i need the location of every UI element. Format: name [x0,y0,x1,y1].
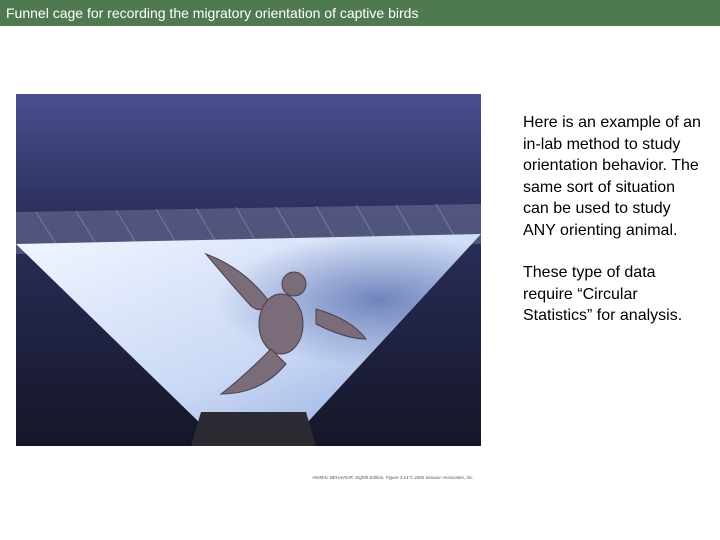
paragraph-2: These type of data require “Circular Statistics” for analysis. [523,264,683,324]
slide-title: Funnel cage for recording the migratory orientation of captive birds [0,0,720,26]
funnel-cage-photo [16,94,481,446]
figure-credit: ANIMAL BEHAVIOR, Eighth Edition, Figure 3.14 © 2005 Sinauer Associates, Inc. [312,475,474,480]
paragraph-1: Here is an example of an in-lab method to study orientation behavior. The same sort of situation can be used to study ANY orienting animal. [523,114,701,239]
body-text [523,112,703,348]
